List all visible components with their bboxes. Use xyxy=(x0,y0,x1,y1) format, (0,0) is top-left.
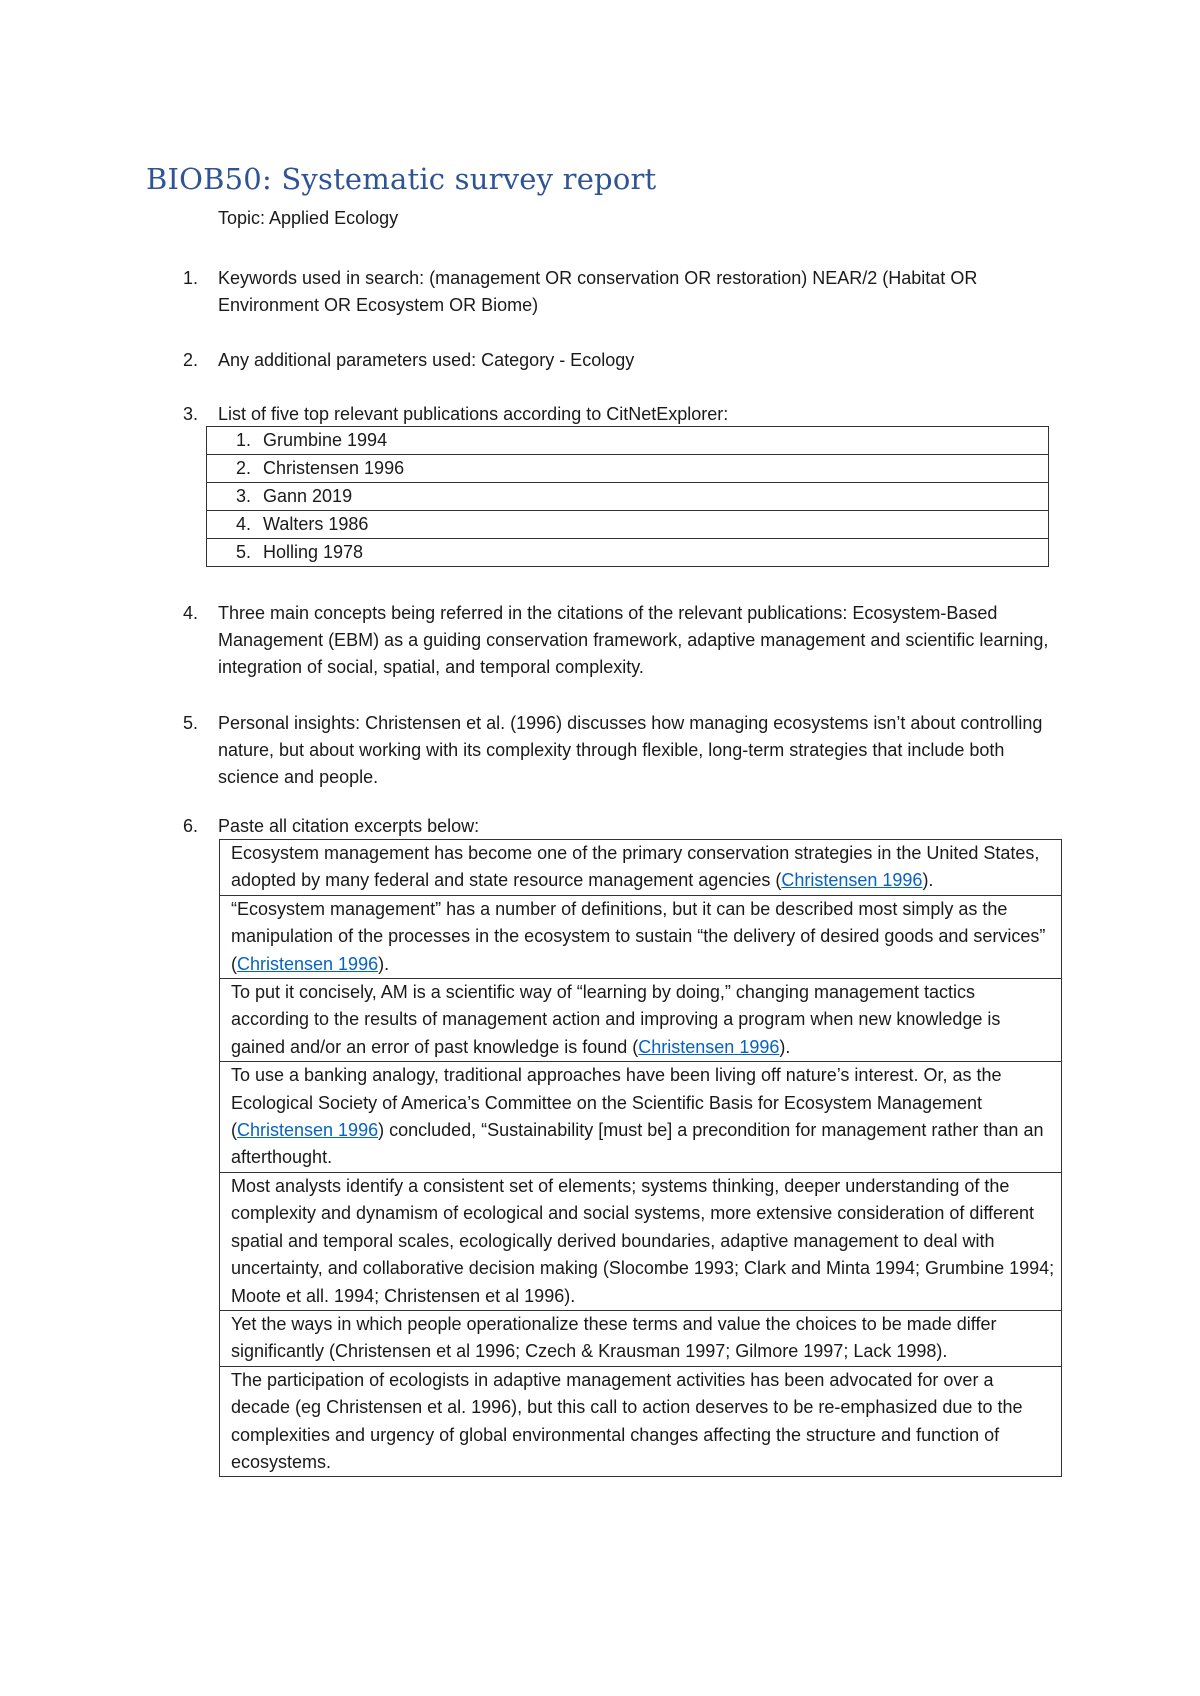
table-row xyxy=(220,840,1062,896)
table-cell xyxy=(207,455,1049,483)
table-row xyxy=(207,511,1049,539)
publication-number: 4. xyxy=(235,514,251,534)
citation-link[interactable]: Christensen 1996 xyxy=(781,870,923,891)
item-number: 4. xyxy=(183,603,199,623)
topic-line: Topic: Applied Ecology xyxy=(218,208,399,228)
item-text: Any additional parameters used: Category - Ecology xyxy=(218,350,635,370)
table-row xyxy=(220,979,1062,1062)
citation-link[interactable]: Christensen 1996 xyxy=(237,953,379,974)
citation-text: To use a banking analogy, traditional approaches have been living off nature’s interest. Or, as the Ecological Society of America’s Committee on the Scientific Basis for Ecosystem Management ( xyxy=(231,1065,1002,1141)
citation-cell xyxy=(220,1366,1062,1477)
page-title: BIOB50: Systematic survey report xyxy=(146,162,657,196)
item-number: 5. xyxy=(183,713,199,733)
publication-number: 5. xyxy=(235,542,251,562)
citation-text-end: ). xyxy=(922,870,934,891)
citation-text: The participation of ecologists in adaptive management activities has been advocated for over a decade (eg Christensen et al. 1996), but this call to action deserves to be re-emphasized due to the complexities and urgency of global environmental changes affecting the structure and function of ecosystems. xyxy=(231,1369,1023,1472)
item-number: 2. xyxy=(183,350,199,370)
table-cell xyxy=(207,539,1049,567)
citation-cell xyxy=(220,1310,1062,1366)
list-item xyxy=(183,710,1063,791)
item-number: 6. xyxy=(183,816,199,836)
table-cell xyxy=(207,483,1049,511)
table-row xyxy=(207,539,1049,567)
publication-number: 2. xyxy=(235,458,251,478)
publication-number: 1. xyxy=(235,430,251,450)
list-item xyxy=(183,813,1063,840)
table-row xyxy=(220,895,1062,978)
citation-cell xyxy=(220,1172,1062,1310)
item-text: List of five top relevant publications according to CitNetExplorer: xyxy=(218,404,729,424)
table-row xyxy=(220,1172,1062,1310)
citation-cell xyxy=(220,895,1062,978)
citation-text: “Ecosystem management” has a number of definitions, but it can be described most simply as the manipulation of the processes in the ecosystem to sustain “the delivery of desired goods and services” ( xyxy=(231,898,1046,974)
citations-table xyxy=(219,839,1062,1477)
publications-table xyxy=(206,426,1049,567)
citation-text: Most analysts identify a consistent set of elements; systems thinking, deeper understanding of the complexity and dynamism of ecological and social systems, more extensive consideration of different spatial and temporal scales, ecologically derived boundaries, adaptive management to deal with uncertainty, and collaborative decision making (Slocombe 1993; Clark and Minta 1994; Grumbine 1994; Moote et all. 1994; Christensen et al 1996). xyxy=(231,1175,1055,1306)
item-text: Personal insights: Christensen et al. (1996) discusses how managing ecosystems isn’t about controlling nature, but about working with its complexity through flexible, long-term strategies that include both science and people. xyxy=(218,713,1043,787)
table-row xyxy=(207,427,1049,455)
citation-cell xyxy=(220,1062,1062,1173)
publication-name: Holling 1978 xyxy=(263,542,364,562)
item-text: Paste all citation excerpts below: xyxy=(218,816,480,836)
item-number: 1. xyxy=(183,268,199,288)
publication-name: Walters 1986 xyxy=(263,514,369,534)
table-cell xyxy=(207,511,1049,539)
list-item xyxy=(183,401,1063,428)
publication-name: Gann 2019 xyxy=(263,486,353,506)
list-item xyxy=(183,347,1063,374)
citation-text: Ecosystem management has become one of the primary conservation strategies in the United States, adopted by many federal and state resource management agencies ( xyxy=(231,843,1040,891)
item-text: Keywords used in search: (management OR conservation OR restoration) NEAR/2 (Habitat OR Environment OR Ecosystem OR Biome) xyxy=(218,268,978,315)
citation-text-end: ). xyxy=(378,953,390,974)
publication-number: 3. xyxy=(235,486,251,506)
table-row xyxy=(207,455,1049,483)
citation-text: To put it concisely, AM is a scientific way of “learning by doing,” changing management tactics according to the results of management action and improving a program when new knowledge is gained and/or an error of past knowledge is found ( xyxy=(231,982,1001,1057)
citation-link[interactable]: Christensen 1996 xyxy=(638,1036,780,1057)
publication-name: Christensen 1996 xyxy=(263,458,405,478)
publication-name: Grumbine 1994 xyxy=(263,430,388,450)
table-row xyxy=(220,1366,1062,1477)
citation-text-end: ). xyxy=(779,1036,791,1057)
list-item xyxy=(183,600,1063,681)
citation-link[interactable]: Christensen 1996 xyxy=(237,1120,379,1141)
table-cell xyxy=(207,427,1049,455)
table-row xyxy=(207,483,1049,511)
list-item xyxy=(183,265,1063,319)
citation-text: Yet the ways in which people operationalize these terms and value the choices to be made differ significantly (Christensen et al 1996; Czech & Krausman 1997; Gilmore 1997; Lack 1998). xyxy=(231,1313,997,1362)
item-number: 3. xyxy=(183,404,199,424)
table-row xyxy=(220,1062,1062,1173)
citation-text-end: ) concluded, “Sustainability [must be] a precondition for management rather than an afterthought. xyxy=(231,1120,1044,1168)
table-row xyxy=(220,1310,1062,1366)
citation-cell xyxy=(220,840,1062,896)
item-text: Three main concepts being referred in the citations of the relevant publications: Ecosystem-Based Management (EBM) as a guiding conservation framework, adaptive management and scientific learning, integration of social, spatial, and temporal complexity. xyxy=(218,603,1049,677)
citation-cell xyxy=(220,979,1062,1062)
